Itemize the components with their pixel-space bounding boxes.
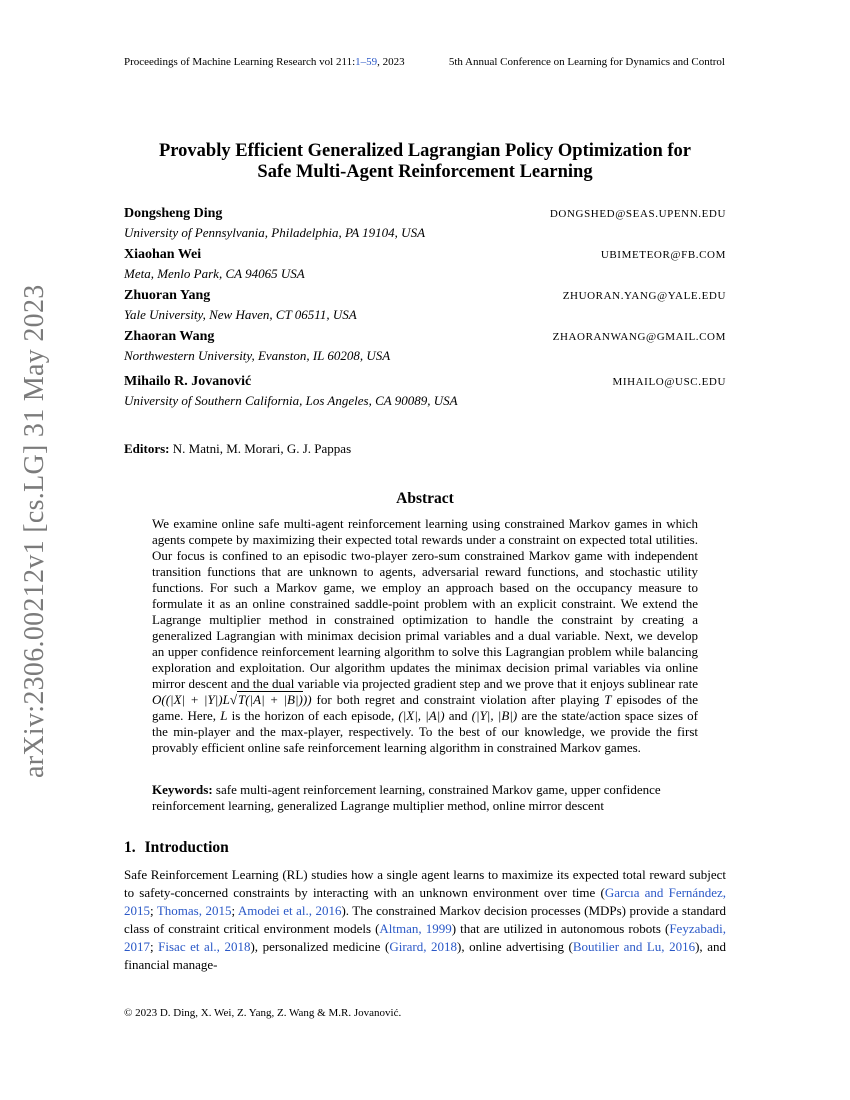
copyright-footer: © 2023 D. Ding, X. Wei, Z. Yang, Z. Wang & M.R. Jovanović.	[124, 1007, 402, 1019]
keywords-label: Keywords:	[152, 782, 213, 797]
keywords	[152, 782, 698, 814]
intro-text: ), and financial manage-	[124, 939, 726, 972]
author-block-4	[124, 329, 726, 369]
author-name: Dongsheng Ding	[124, 206, 223, 221]
title-line-2: Safe Multi-Agent Reinforcement Learning	[257, 162, 593, 182]
author-email[interactable]: UBIMETEOR@FB.COM	[600, 249, 726, 261]
section-heading	[124, 839, 229, 857]
author-block-3	[124, 288, 726, 328]
citation-link[interactable]: Boutilier and Lu, 2016	[572, 939, 696, 954]
author-email[interactable]: DONGSHED@SEAS.UPENN.EDU	[549, 208, 726, 220]
author-affiliation: Yale University, New Haven, CT 06511, USA	[124, 307, 357, 322]
math-XA: (|X|, |A|)	[398, 708, 445, 723]
abstract-text: and	[444, 708, 472, 723]
keywords-text: safe multi-agent reinforcement learning, constrained Markov game, upper confidence reinforcement learning, generalized Lagrange multiplier method, online mirror descent	[152, 782, 661, 813]
abstract-text: is the horizon of each episode,	[227, 708, 399, 723]
intro-text: ;	[231, 903, 238, 918]
citation-link[interactable]: Altman, 1999	[379, 921, 452, 936]
rate-formula: O((|X| + |Y|)L√T(|A| + |B|)))	[152, 692, 312, 707]
author-affiliation: University of Pennsylvania, Philadelphia, PA 19104, USA	[124, 225, 426, 240]
intro-text: ), online advertising (	[457, 939, 573, 954]
abstract-text: We examine online safe multi-agent reinforcement learning using constrained Markov games in which agents compete by maximizing their expected total rewards under a constraint on expected total utilities. Our focus is confined to an episodic two-player zero-sum constrained Markov game with independent transition functions that are unknown to agents, adversarial reward functions, and stochastic utility functions. For such a Markov game, we employ an approach based on the occupancy measure to formulate it as an online constrained saddle-point problem with an explicit constraint. We extend the Lagrange multiplier method in constrained optimization to handle the constraint by creating a generalized Lagrangian with minimax decision primal variables and a dual variable. Next, we develop an upper confidence reinforcement learning algorithm to solve this Lagrangian problem while balancing exploration and exploitation. Our algorithm updates the minimax decision primal variables via online mirror descent and the dual variable via projected gradient step and we prove that it enjoys sublinear rate	[152, 516, 698, 691]
author-affiliation: Northwestern University, Evanston, IL 60208, USA	[124, 348, 391, 363]
running-header-right: 5th Annual Conference on Learning for Dynamics and Control	[448, 56, 725, 68]
author-name: Mihailo R. Jovanović	[124, 374, 252, 389]
intro-text: ;	[150, 903, 157, 918]
paper-title	[124, 141, 726, 183]
citation-link[interactable]: Fisac et al., 2018	[158, 939, 251, 954]
intro-text: ) that are utilized in autonomous robots (	[451, 921, 670, 936]
arxiv-stamp-text: arXiv:2306.00212v1 [cs.LG] 31 May 2023	[19, 284, 50, 778]
author-block-5	[124, 374, 726, 414]
abstract-text: episodes of the game. Here,	[152, 692, 699, 723]
rate-formula-suffix: ))	[302, 692, 312, 707]
editors-names: N. Matni, M. Morari, G. J. Pappas	[172, 441, 352, 456]
author-email[interactable]: ZHUORAN.YANG@YALE.EDU	[562, 290, 726, 302]
section-number: 1.	[124, 839, 136, 856]
page-range-link[interactable]: 1–59	[355, 56, 378, 68]
author-block-1	[124, 206, 726, 246]
editors-label: Editors:	[124, 441, 170, 456]
intro-text: Safe Reinforcement Learning (RL) studies how a single agent learns to maximize its expected total reward subject to safety-concerned constraints by interacting with an unknown environment over time (	[124, 867, 726, 900]
abstract-heading: Abstract	[396, 490, 454, 507]
author-name: Zhuoran Yang	[124, 288, 211, 303]
abstract-text: for both regret and constraint violation after playing	[311, 692, 605, 707]
proceedings-text: Proceedings of Machine Learning Research vol 211:	[124, 56, 356, 68]
arxiv-stamp	[20, 258, 50, 778]
author-block-2	[124, 247, 726, 287]
editors-line	[124, 441, 351, 457]
author-affiliation: Meta, Menlo Park, CA 94065 USA	[124, 266, 305, 281]
author-name: Xiaohan Wei	[124, 247, 202, 262]
abstract-body	[152, 516, 698, 756]
citation-link[interactable]: Amodei et al., 2016	[237, 903, 342, 918]
title-line-1: Provably Efficient Generalized Lagrangian Policy Optimization for	[159, 141, 691, 161]
rate-formula-prefix: O((|X| + |Y|)L	[152, 692, 230, 707]
math-T: T	[604, 692, 612, 707]
intro-text: ;	[150, 939, 159, 954]
citation-link[interactable]: Girard, 2018	[389, 939, 458, 954]
author-email[interactable]: MIHAILO@USC.EDU	[612, 376, 726, 388]
author-affiliation: University of Southern California, Los Angeles, CA 90089, USA	[124, 393, 458, 408]
proceedings-year: , 2023	[377, 56, 405, 68]
intro-text: ). The constrained Markov decision processes (MDPs) provide a standard class of constraint critical environment models (	[124, 903, 726, 936]
citation-link[interactable]: Garcıa and Fernández, 2015	[124, 885, 726, 918]
math-YB: (|Y|, |B|)	[471, 708, 518, 723]
citation-link[interactable]: Feyzabadi, 2017	[124, 921, 726, 954]
author-email[interactable]: ZHAORANWANG@GMAIL.COM	[552, 331, 726, 343]
rate-formula-sqrt: T(|A| + |B|)	[238, 692, 303, 707]
author-name: Zhaoran Wang	[124, 329, 215, 344]
citation-link[interactable]: Thomas, 2015	[156, 903, 232, 918]
abstract-text: are the state/action space sizes of the min-player and the max-player, respectively. To the best of our knowledge, we provide the first provably efficient online safe reinforcement learning algorithm in constrained Markov games.	[152, 708, 699, 755]
running-header-left	[124, 56, 405, 68]
section-title: Introduction	[144, 839, 229, 856]
intro-text: ), personalized medicine (	[250, 939, 390, 954]
math-L: L	[220, 708, 228, 723]
intro-paragraph	[124, 866, 726, 974]
